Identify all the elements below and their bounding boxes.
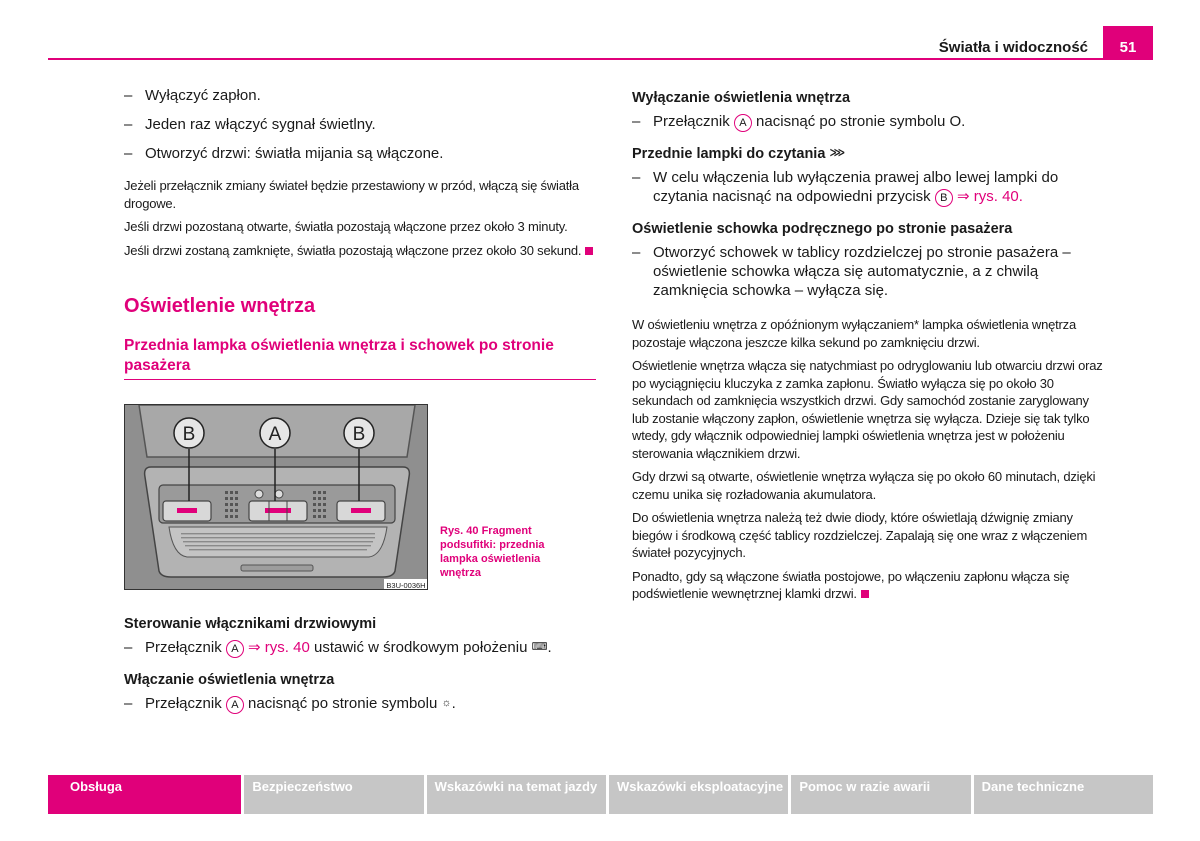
- step-text-pre: Przełącznik: [145, 695, 222, 712]
- note-paragraph: Jeżeli przełącznik zmiany świateł będzie przestawiony w przód, włączą się światła drogowe.: [124, 178, 579, 211]
- note-text: Jeśli drzwi zostaną zamknięte, światła pozostają włączone przez około 30 sekund.: [124, 242, 582, 258]
- step-dash: –: [124, 87, 133, 104]
- step-dash: –: [124, 639, 133, 656]
- step-text: Jeden raz włączyć sygnał świetlny.: [145, 116, 376, 133]
- note-text: Ponadto, gdy są włączone światła postojowe, po włączeniu zapłonu włącza się podświetlenie wewnętrznej klamki drzwi.: [632, 568, 1070, 601]
- figure-row: [124, 404, 596, 590]
- step-item: [124, 115, 596, 134]
- end-of-section-mark: [585, 247, 593, 255]
- subheading-text: Przednie lampki do czytania: [632, 146, 826, 162]
- step-dash: –: [632, 113, 641, 130]
- figure-roof-console: [124, 404, 428, 590]
- tab-bezpieczenstwo[interactable]: Bezpieczeństwo: [244, 775, 423, 814]
- step-text-pre: Przełącznik: [145, 639, 222, 656]
- step-item: [124, 694, 596, 714]
- light-on-symbol-icon: ☼: [441, 697, 452, 709]
- subheading-door-switches: Sterowanie włącznikami drzwiowymi: [124, 616, 377, 632]
- footer-nav: [48, 775, 1153, 814]
- step-text: Otworzyć drzwi: światła mijania są włączone.: [145, 145, 444, 162]
- switch-a-marker: A: [226, 640, 244, 658]
- note-paragraph: W oświetleniu wnętrza z opóźnionym wyłączaniem* lampka oświetlenia wnętrza pozostaje włączona jeszcze kilka sekund po zamknięciu drzwi.: [632, 317, 1077, 350]
- step-text-post: nacisnąć po stronie symbolu: [248, 695, 438, 712]
- note-paragraph: [124, 242, 596, 260]
- step-dash: –: [124, 145, 133, 162]
- subheading-glovebox: Oświetlenie schowka podręcznego po stronie pasażera: [632, 221, 1013, 237]
- section-title: Światła i widoczność: [938, 39, 1088, 56]
- note-paragraph: [632, 568, 1104, 603]
- note-paragraph: Do oświetlenia wnętrza należą też dwie diody, które oświetlają dźwignię zmiany biegów i środkową część tablicy rozdzielczej. Zapalają się one wraz z włączeniem świateł pozycyjnych.: [632, 510, 1088, 560]
- step-text-pre: Przełącznik: [653, 113, 730, 130]
- end-of-section-mark: [861, 590, 869, 598]
- step-dash: –: [124, 116, 133, 133]
- switch-a-marker: A: [226, 696, 244, 714]
- header-divider: [48, 58, 1153, 60]
- figure-reference-link[interactable]: ⇒ rys. 40.: [957, 188, 1023, 205]
- right-column: [632, 86, 1104, 609]
- tab-wskazowki-eksploatacyjne[interactable]: Wskazówki eksploatacyjne: [609, 775, 788, 814]
- roof-console-illustration: [125, 405, 428, 590]
- switch-a-marker: A: [734, 114, 752, 132]
- tab-pomoc-w-razie-awarii[interactable]: Pomoc w razie awarii: [791, 775, 970, 814]
- page-number: 51: [1103, 26, 1153, 60]
- step-text: [653, 112, 1104, 132]
- figure-code: B3U-0036H: [386, 581, 426, 590]
- subheading-reading-lamps: [632, 146, 1104, 162]
- note-paragraph: Oświetlenie wnętrza włącza się natychmiast po odryglowaniu lub otwarciu drzwi oraz po wyciągnięciu kluczyka z zamka zapłonu. Światło wyłącza się po około 30 sekundach od zamknięcia wszystkich drzwi. Gdy samochód zostanie zaryglowany lub zostanie włączony zapłon, oświetlenie wnętrza się wyłącza. Dzieje się tak tylko wtedy, gdy włącznik odpowiedniej lampki oświetlenia wnętrza jest w położeniu sterowania włącznikiem drzwi.: [632, 358, 1103, 461]
- step-text-post: ustawić w środkowym położeniu: [313, 639, 528, 656]
- step-item: [632, 243, 1104, 300]
- step-dash: –: [632, 169, 641, 186]
- step-text-post: nacisnąć po stronie symbolu O.: [756, 113, 966, 130]
- step-text-tail: .: [547, 639, 552, 656]
- subheading-light-off: Wyłączanie oświetlenia wnętrza: [632, 90, 851, 106]
- tab-obsluga[interactable]: Obsługa: [48, 775, 241, 814]
- figure-reference-link[interactable]: ⇒ rys. 40: [248, 639, 310, 656]
- step-text: [145, 694, 596, 714]
- subheading-light-on: Włączanie oświetlenia wnętrza: [124, 672, 335, 688]
- heading-main: Oświetlenie wnętrza: [124, 295, 316, 317]
- step-item: [124, 144, 596, 163]
- left-column: [124, 86, 596, 724]
- step-text-pre: W celu włączenia lub wyłączenia prawej albo lewej lampki do czytania nacisnąć na odpowiedni przycisk: [653, 169, 1059, 205]
- tab-dane-techniczne[interactable]: Dane techniczne: [974, 775, 1153, 814]
- step-dash: –: [124, 695, 133, 712]
- figure-label-b-left: B: [182, 424, 196, 445]
- step-text-tail: .: [451, 695, 456, 712]
- figure-label-b-right: B: [352, 424, 366, 445]
- step-text: [145, 638, 596, 658]
- step-item: [632, 168, 1104, 207]
- page-header: [0, 0, 1200, 64]
- step-text: Wyłączyć zapłon.: [145, 87, 261, 104]
- note-paragraph: Jeśli drzwi pozostaną otwarte, światła pozostają włączone przez około 3 minuty.: [124, 219, 568, 234]
- step-item: [124, 638, 596, 658]
- figure-caption: Rys. 40 Fragment podsufitki: przednia lampka oświetlenia wnętrza: [440, 525, 545, 579]
- step-text: [653, 168, 1104, 207]
- step-item: [124, 86, 596, 105]
- reading-lamp-icon: ⋙: [829, 147, 846, 159]
- heading-sub: Przednia lampka oświetlenia wnętrza i schowek po stronie pasażera: [124, 336, 596, 380]
- note-paragraph: Gdy drzwi są otwarte, oświetlenie wnętrza wyłącza się po około 60 minutach, dzięki czemu unika się rozładowania akumulatora.: [632, 469, 1096, 502]
- tab-wskazowki-jazdy[interactable]: Wskazówki na temat jazdy: [427, 775, 606, 814]
- step-dash: –: [632, 244, 641, 261]
- switch-b-marker: B: [935, 189, 953, 207]
- step-text: Otworzyć schowek w tablicy rozdzielczej po stronie pasażera – oświetlenie schowka włącza się automatycznie, a z chwilą zamknięcia schowka – wyłącza się.: [653, 244, 1071, 299]
- figure-label-a: A: [268, 424, 282, 445]
- door-switch-symbol-icon: ⌨: [531, 641, 548, 653]
- step-item: [632, 112, 1104, 132]
